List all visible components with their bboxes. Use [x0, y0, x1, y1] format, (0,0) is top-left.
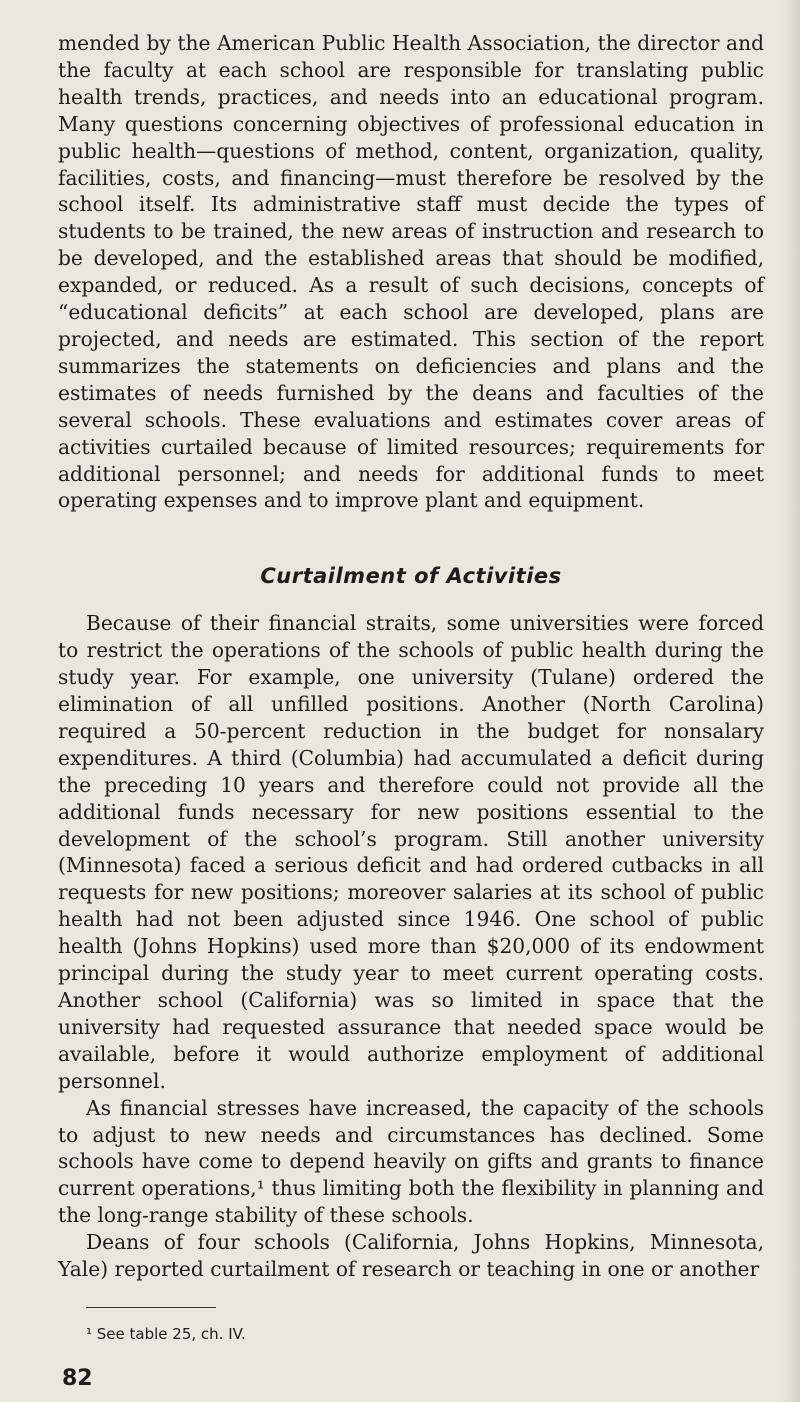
footnote-divider	[86, 1307, 216, 1308]
section-heading: Curtailment of Activities	[260, 564, 562, 589]
paragraph-curtailment-examples: Because of their financial straits, some universities were forced to restrict the operations of the schools of public health during the study year. For example, one university (Tulane) ordered the elimination of all unfilled positions. Another (North Carolina) required a 50-percent reduction in the budget for nonsalary expenditures. A third (Columbia) had accumulated a deficit during the preceding 10 years and therefore could not provide all the additional funds necessary for new positions essential to the development of the school’s program. Still another university (Minnesota) faced a serious deficit and had ordered cutbacks in all requests for new positions; moreover salaries at its school of public health had not been adjusted since 1946. One school of public health (Johns Hopkins) used more than $20,000 of its endowment principal during the study year to meet current operating costs. Another school (California) was so limited in space that the university had requested assurance that needed space would be available, before it would authorize employment of additional personnel.	[58, 611, 764, 1093]
page-edge-shadow	[782, 0, 800, 1402]
paragraph-financial-stresses: As financial stresses have increased, the capacity of the schools to adjust to new needs and circumstances has declined. Some schools have come to depend heavily on gifts and grants to finance current operations,¹ thus limiting both the flexibility in planning and the long-range stability of these schools.	[58, 1095, 764, 1228]
paragraph-deans-report: Deans of four schools (California, Johns Hopkins, Minnesota, Yale) reported curtailment of research or teaching in one or another	[58, 1230, 764, 1282]
document-page	[58, 30, 764, 1392]
intro-paragraph: mended by the American Public Health Association, the director and the faculty at each school are responsible for translating public health trends, practices, and needs into an educational program. Many questions concerning objectives of professional education in public health—questions of method, content, organization, quality, facilities, costs, and financing—must therefore be resolved by the school itself. Its administrative staff must decide the types of students to be trained, the new areas of instruction and research to be developed, and the established areas that should be modified, expanded, or reduced. As a result of such decisions, concepts of “educational deficits” at each school are developed, plans are projected, and needs are estimated. This section of the report summarizes the statements on deficiencies and plans and the estimates of needs furnished by the deans and faculties of the several schools. These evaluations and estimates cover areas of activities curtailed because of limited resources; requirements for additional personnel; and needs for additional funds to meet operating expenses and to improve plant and equipment.	[58, 31, 764, 513]
footnote: ¹ See table 25, ch. IV.	[86, 1324, 246, 1343]
page-number: 82	[62, 1365, 93, 1391]
